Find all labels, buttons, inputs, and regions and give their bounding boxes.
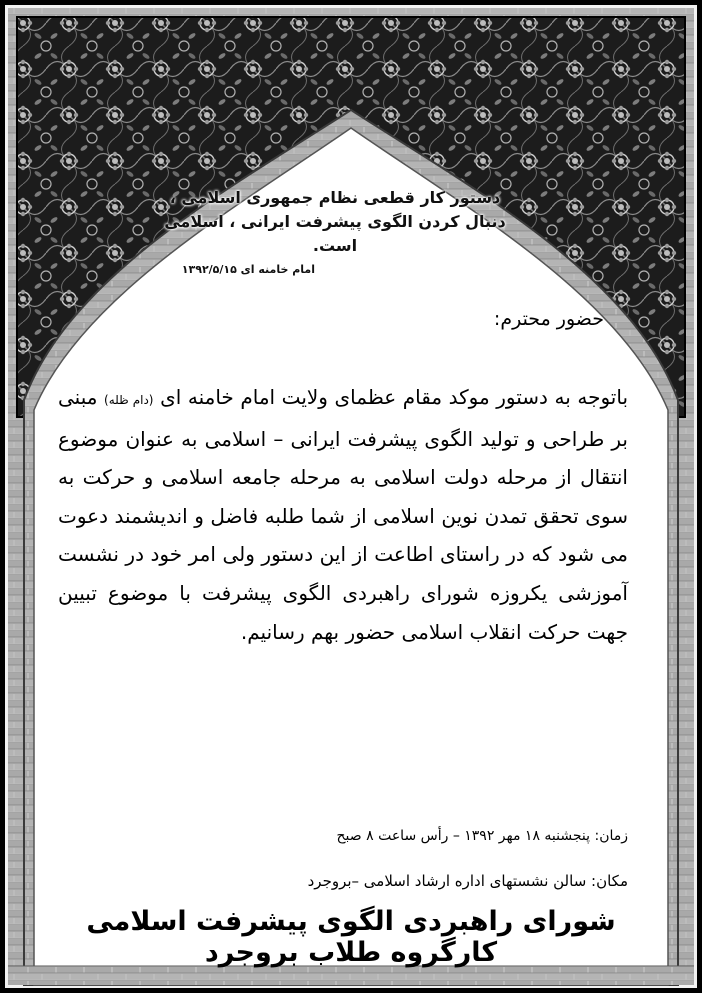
letter-body	[58, 378, 628, 651]
event-time: زمان: پنجشنبه ۱۸ مهر ۱۳۹۲ – رأس ساعت ۸ صبح	[336, 828, 628, 844]
body-intro: باتوجه به دستور موکد مقام عظمای ولایت امام خامنه ای	[160, 385, 629, 409]
quote-attribution: امام خامنه ای ۱۳۹۲/۵/۱۵	[181, 263, 315, 276]
honorific: (دام ظله)	[104, 393, 154, 407]
footer-organization: شورای راهبردی الگوی پیشرفت اسلامی کارگروه طلاب بروجرد	[86, 906, 616, 968]
quote-line-2: دنبال کردن الگوی پیشرفت ایرانی ، اسلامی است.	[164, 212, 506, 255]
event-place: مکان: سالن نشستهای اداره ارشاد اسلامی –بروجرد	[307, 872, 628, 890]
salutation: حضور محترم:	[493, 308, 604, 330]
body-rest: مبنی بر طراحی و تولید الگوی پیشرفت ایرانی – اسلامی به عنوان موضوع انتقال از مرحله دولت اسلامی به مرحله جامعه اسلامی و حرکت به سوی تحقق تمدن نوین اسلامی از شما طلبه فاضل و اندیشمند دعوت می شود که در راستای اطاعت از این دستور ولی امر خود در نشست آموزشی یکروزه شورای راهبردی الگوی پیشرفت با موضوع تبیین جهت حرکت انقلاب اسلامی حضور بهم رسانیم.	[58, 385, 628, 644]
quote-line-1: دستور کار قطعی نظام جمهوری اسلامی ،	[169, 188, 501, 207]
header-quote	[150, 186, 520, 258]
